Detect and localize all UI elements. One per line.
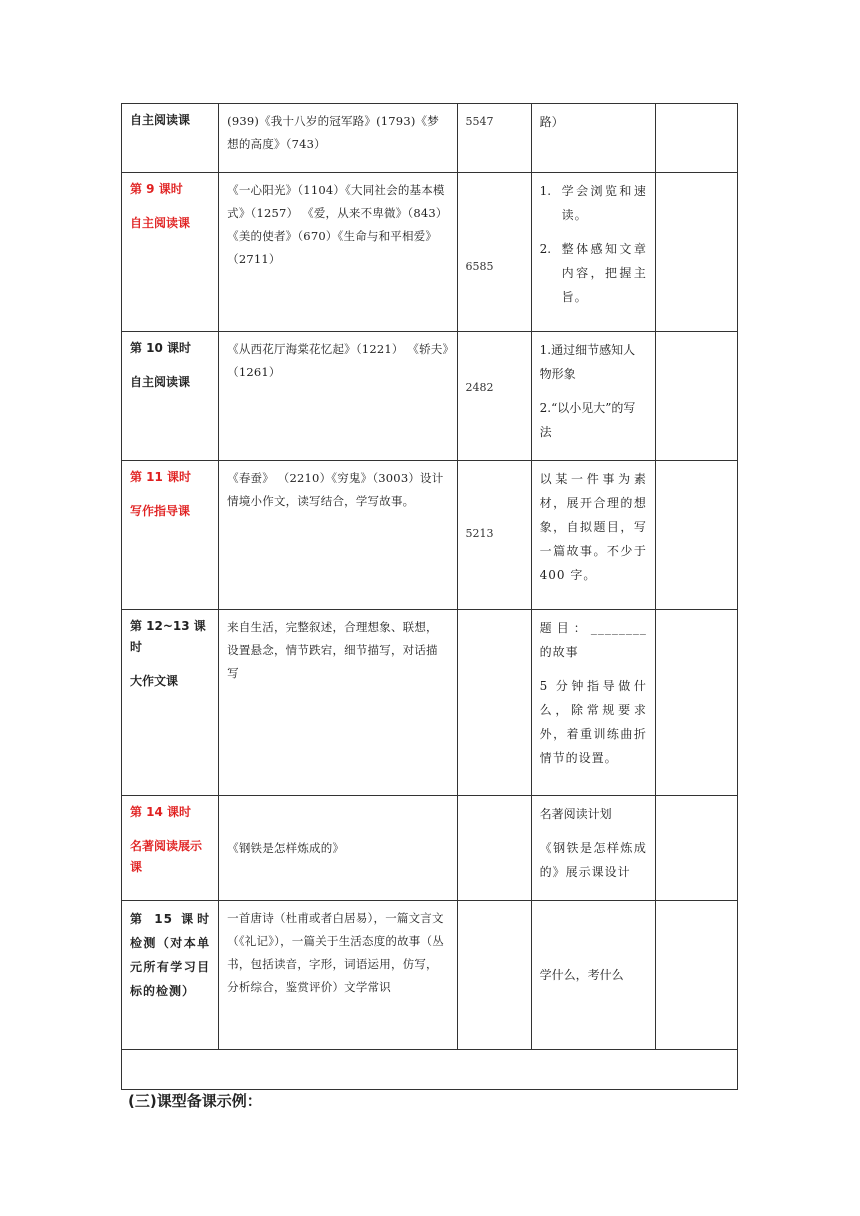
word-count: 5213 — [465, 526, 494, 540]
lesson-type: 名著阅读展示课 — [130, 839, 203, 874]
goal-cell — [531, 796, 655, 901]
goal-cell — [531, 901, 655, 1050]
word-count-cell — [457, 901, 531, 1050]
lesson-label: 自主阅读课 — [130, 113, 191, 127]
word-count-cell — [457, 796, 531, 901]
lesson-type: 大作文课 — [130, 674, 179, 688]
lesson-number: 第 11 课时 — [130, 470, 192, 484]
lesson-plan-table — [121, 103, 738, 1090]
goal-text: 1.通过细节感知人物形象 — [539, 343, 636, 381]
lesson-type: 写作指导课 — [130, 504, 191, 518]
content-cell — [219, 901, 457, 1050]
table-row — [122, 796, 738, 901]
goal-item: 2. 整体感知文章内容，把握主旨。 — [539, 242, 647, 304]
content-text: 一首唐诗（杜甫或者白居易），一篇文言文（《礼记》），一篇关于生活态度的故事（丛书，包括读音，字形，词语运用，仿写，分析综合，鉴赏评价）文学常识 — [227, 911, 444, 994]
section-heading: (三)课型备课示例： — [128, 1092, 262, 1110]
word-count: 2482 — [465, 380, 494, 394]
lesson-cell — [122, 796, 219, 901]
content-text: 《一心阳光》（1104）《大同社会的基本模式》（1257） 《爱，从来不卑微》（843） 《美的使者》（670）《生命与和平相爱》（2711） — [227, 183, 448, 266]
content-cell — [219, 173, 457, 332]
table-row — [122, 461, 738, 610]
notes-cell — [655, 332, 737, 461]
lesson-cell — [122, 173, 219, 332]
goal-text: 5 分钟指导做什么，除常规要求外，着重训练曲折情节的设置。 — [539, 679, 647, 765]
notes-cell — [655, 610, 737, 796]
goal-item: 1. 学会浏览和速读。 — [539, 184, 647, 222]
table-row — [122, 332, 738, 461]
table-row — [122, 901, 738, 1050]
lesson-number: 第 10 课时 — [130, 341, 192, 355]
goal-cell — [531, 104, 655, 173]
word-count-cell — [457, 104, 531, 173]
lesson-number: 第 14 课时 — [130, 805, 192, 819]
lesson-type: 自主阅读课 — [130, 375, 191, 389]
notes-cell — [655, 796, 737, 901]
content-text: 《春蚕》 （2210）《穷鬼》（3003）设计情境小作文，读写结合，学写故事。 — [227, 471, 444, 508]
content-cell — [219, 610, 457, 796]
word-count-cell — [457, 173, 531, 332]
lesson-cell — [122, 332, 219, 461]
lesson-type: 自主阅读课 — [130, 216, 191, 230]
table-row — [122, 173, 738, 332]
goal-text: 学什么，考什么 — [539, 968, 624, 982]
goal-text: 路） — [539, 115, 564, 129]
content-text: 来自生活，完整叙述，合理想象、联想，设置悬念，情节跌宕，细节描写，对话描写 — [227, 620, 438, 680]
goal-text: 以某一件事为素材，展开合理的想象，自拟题目，写一篇故事。不少于 400 字。 — [539, 472, 647, 582]
lesson-cell — [122, 610, 219, 796]
notes-cell — [655, 901, 737, 1050]
goal-cell — [531, 610, 655, 796]
table-row — [122, 104, 738, 173]
word-count: 6585 — [465, 259, 494, 273]
content-cell — [219, 461, 457, 610]
content-cell — [219, 796, 457, 901]
content-text: (939)《我十八岁的冠军路》(1793)《梦想的高度》（743） — [227, 114, 439, 151]
notes-cell — [655, 461, 737, 610]
content-cell — [219, 332, 457, 461]
word-count-cell — [457, 610, 531, 796]
lesson-label: 第 15 课时检测（对本单元所有学习目标的检测） — [130, 912, 211, 998]
goal-cell — [531, 461, 655, 610]
goal-text: 题目：________的故事 — [539, 621, 647, 659]
table-row — [122, 610, 738, 796]
lesson-cell — [122, 461, 219, 610]
lesson-number: 第 12~13 课时 — [130, 619, 206, 654]
lesson-number: 第 9 课时 — [130, 182, 183, 196]
goal-cell — [531, 173, 655, 332]
word-count-cell — [457, 332, 531, 461]
content-cell — [219, 104, 457, 173]
content-text: 《钢铁是怎样炼成的》 — [227, 840, 345, 855]
empty-cell — [122, 1050, 738, 1090]
goal-text: 2.“以小见大”的写法 — [539, 401, 636, 439]
goal-cell — [531, 332, 655, 461]
table-row-empty — [122, 1050, 738, 1090]
lesson-cell — [122, 901, 219, 1050]
content-text: 《从西花厅海棠花忆起》（1221） 《轿夫》（1261） — [227, 342, 449, 379]
notes-cell — [655, 173, 737, 332]
word-count: 5547 — [465, 115, 494, 128]
lesson-cell — [122, 104, 219, 173]
word-count-cell — [457, 461, 531, 610]
goal-text: 《钢铁是怎样炼成的》展示课设计 — [539, 841, 647, 879]
goal-text: 名著阅读计划 — [539, 807, 612, 821]
notes-cell — [655, 104, 737, 173]
